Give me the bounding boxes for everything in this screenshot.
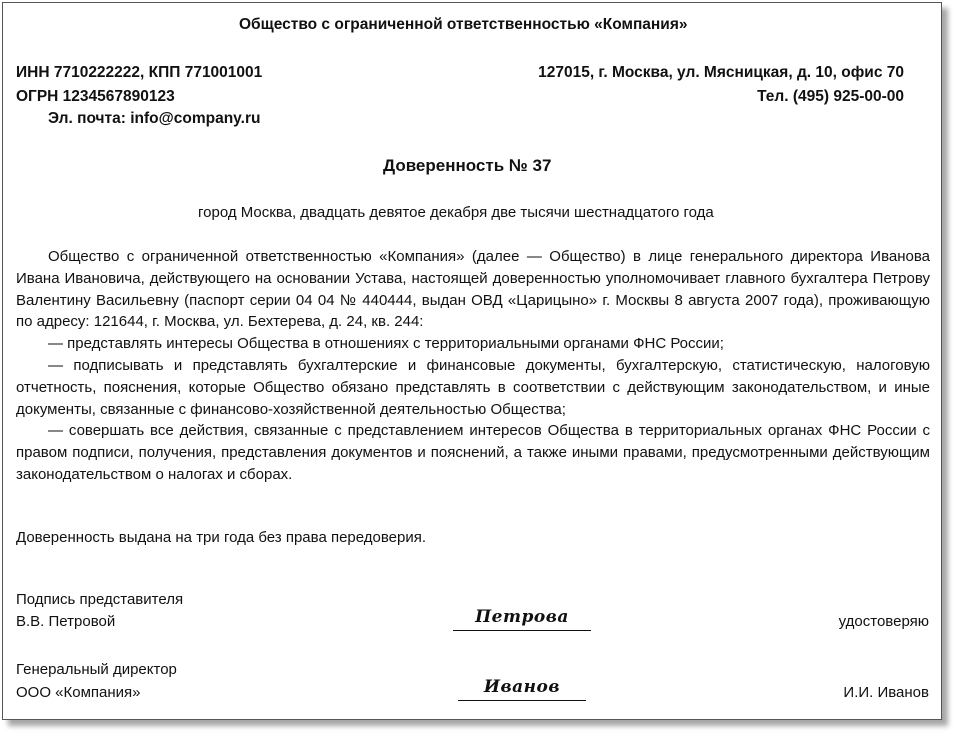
email: Эл. почта: info@company.ru: [48, 110, 261, 127]
phone: Тел. (495) 925-00-00: [757, 88, 904, 105]
director-signature: Иванов: [483, 677, 561, 697]
rep-name: В.В. Петровой: [16, 613, 116, 630]
director-signature-line: [458, 677, 586, 701]
document-title: Доверенность № 37: [383, 156, 552, 175]
intro-paragraph: Общество с ограниченной ответственностью «Компания» (далее — Общество) в лице генерального директора Иванова Ивана Ивановича, действующего на основании Устава, настоящей доверенностью уполномочивает главного бухгалтера Петрову Валентину Васильевну (паспорт серии 04 04 № 440444, выдан ОВД «Царицыно» г. Москвы 8 августа 2007 года), проживающую по адресу: 121644, г. Москва, ул. Бехтерева, д. 24, кв. 244:: [16, 248, 930, 331]
inn-kpp: ИНН 7710222222, КПП 771001001: [16, 64, 263, 81]
rep-signature: Петрова: [475, 607, 569, 627]
power-item: — совершать все действия, связанные с представлением интересов Общества в территориальных органах ФНС России с правом подписи, получения, представления документов и пояснений, а также иными правами, предусмотренными действующим законодательством о налогах и сборах.: [16, 422, 930, 483]
director-company: ООО «Компания»: [16, 684, 141, 701]
term-statement: Доверенность выдана на три года без права передоверия.: [16, 529, 427, 546]
body-text: [16, 246, 930, 486]
org-name: Общество с ограниченной ответственностью «Компания»: [239, 16, 688, 33]
power-item: — подписывать и представлять бухгалтерские и финансовые документы, бухгалтерскую, статистическую, налоговую отчетность, пояснения, которые Общество обязано представлять в соответствии с действующим законодательством, и иные документы, связанные с финансово-хозяйственной деятельностью Общества;: [16, 356, 930, 418]
power-item: — представлять интересы Общества в отношениях с территориальными органами ФНС России;: [48, 335, 724, 353]
document-page: [2, 2, 942, 720]
certify-label: удостоверяю: [838, 613, 929, 630]
address: 127015, г. Москва, ул. Мясницкая, д. 10, офис 70: [538, 64, 904, 81]
director-title: Генеральный директор: [16, 661, 177, 678]
place-date: город Москва, двадцать девятое декабря две тысячи шестнадцатого года: [198, 204, 714, 221]
rep-label: Подпись представителя: [16, 591, 184, 608]
director-name: И.И. Иванов: [843, 684, 929, 701]
rep-signature-line: [453, 607, 591, 631]
ogrn: ОГРН 1234567890123: [16, 88, 175, 105]
